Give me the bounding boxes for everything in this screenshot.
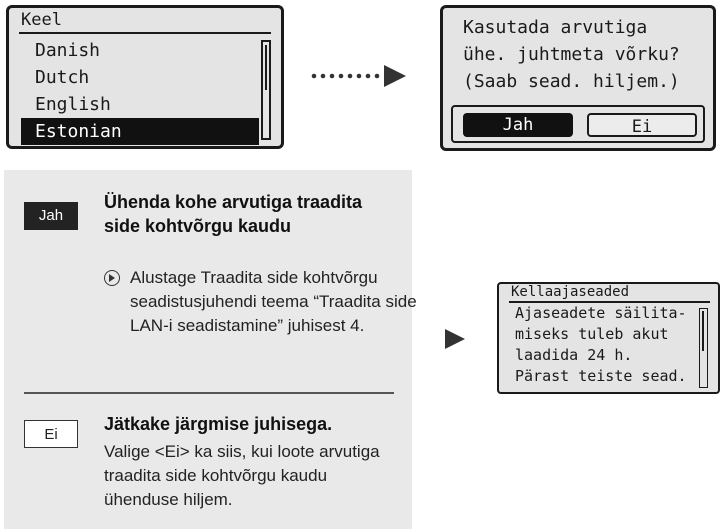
language-screen-title: Keel	[21, 10, 62, 30]
yes-note-text: Alustage Traadita side kohtvõrgu seadistusjuhendi teema “Traadita side LAN-i seadistamine” juhisest 4.	[130, 268, 417, 335]
confirm-button-bar	[451, 105, 705, 143]
instruction-panel	[4, 170, 417, 529]
confirm-screen	[440, 5, 716, 151]
scrollbar-thumb[interactable]	[702, 311, 704, 351]
title-divider	[19, 32, 271, 34]
yes-key: Jah	[24, 202, 78, 230]
clock-scrollbar[interactable]	[699, 308, 708, 388]
confirm-message: Kasutada arvutiga ühe. juhtmeta võrku? (Saab sead. hiljem.)	[463, 17, 680, 92]
clock-screen-title: Kellaajaseaded	[511, 284, 630, 300]
yes-heading: Ühenda kohe arvutiga traadita side kohtvõrgu kaudu	[104, 192, 363, 236]
clock-screen	[497, 282, 720, 394]
yes-button[interactable]: Jah	[463, 113, 573, 137]
section-divider	[24, 392, 394, 394]
language-scrollbar[interactable]	[261, 40, 271, 140]
scrollbar-thumb[interactable]	[265, 45, 267, 90]
note-pointer-icon	[104, 270, 120, 286]
dotted-arrow-icon	[310, 64, 410, 88]
clock-screen-message: Ajaseadete säilita- miseks tuleb akut laadida 24 h. Pärast teiste sead.	[515, 304, 687, 385]
language-item-estonian[interactable]: Estonian	[21, 118, 259, 145]
no-heading: Jätkake järgmise juhisega.	[104, 414, 333, 434]
no-button[interactable]: Ei	[587, 113, 697, 137]
language-item-danish[interactable]: Danish	[35, 40, 101, 61]
language-list	[21, 37, 259, 145]
no-key: Ei	[24, 420, 78, 448]
no-body: Valige <Ei> ka siis, kui loote arvutiga traadita side kohtvõrgu kaudu ühenduse hiljem.	[104, 442, 380, 509]
yes-note	[104, 266, 420, 338]
language-screen	[6, 5, 284, 149]
play-arrow-icon	[443, 327, 467, 351]
language-item-english[interactable]: English	[35, 94, 111, 115]
language-item-dutch[interactable]: Dutch	[35, 67, 90, 88]
